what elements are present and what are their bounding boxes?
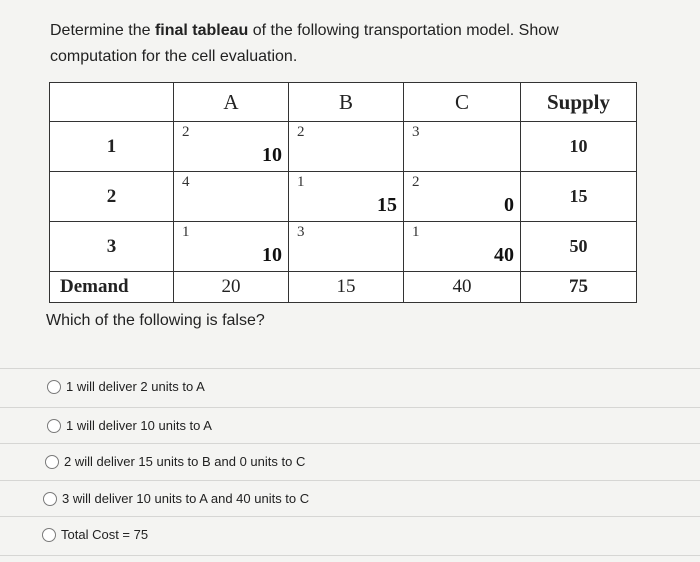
cell-3c — [404, 222, 521, 272]
corner-cell — [50, 83, 174, 122]
divider — [0, 555, 700, 556]
supply-value: 50 — [521, 222, 637, 272]
option-label: Total Cost = 75 — [61, 527, 149, 542]
option-label: 1 will deliver 2 units to A — [66, 379, 205, 394]
cost-value: 1 — [182, 224, 190, 240]
header-b: B — [289, 83, 404, 122]
header-supply: Supply — [521, 83, 637, 122]
cell-2a — [174, 172, 289, 222]
demand-c: 40 — [404, 272, 521, 303]
option-label: 2 will deliver 15 units to B and 0 units to C — [64, 454, 306, 469]
tableau-row-3 — [50, 222, 637, 272]
prompt-line-2: computation for the cell evaluation. — [50, 48, 298, 65]
cost-value: 2 — [412, 174, 420, 190]
row-label: 3 — [50, 222, 174, 272]
tableau-header-row — [50, 83, 637, 122]
option-4[interactable] — [0, 480, 700, 517]
cell-1a — [174, 122, 289, 172]
option-3[interactable] — [0, 443, 700, 480]
transportation-tableau — [49, 82, 637, 303]
option-2[interactable] — [0, 407, 700, 444]
prompt-bold-phrase: final tableau — [154, 22, 249, 39]
supply-value: 15 — [521, 172, 637, 222]
cost-value: 2 — [182, 124, 190, 140]
header-a: A — [174, 83, 289, 122]
tableau-row-2 — [50, 172, 637, 222]
total-value: 75 — [521, 272, 637, 303]
row-label: 1 — [50, 122, 174, 172]
demand-row — [50, 272, 637, 303]
allocation-value: 15 — [377, 194, 397, 216]
supply-value: 10 — [521, 122, 637, 172]
radio-button[interactable] — [47, 419, 61, 433]
allocation-value: 40 — [494, 244, 514, 266]
cell-2b — [289, 172, 404, 222]
radio-button[interactable] — [43, 492, 57, 506]
allocation-value: 0 — [504, 194, 514, 216]
option-1[interactable] — [0, 368, 700, 405]
demand-label: Demand — [50, 272, 174, 303]
cell-1c — [404, 122, 521, 172]
cost-value: 3 — [297, 224, 305, 240]
question-text: Which of the following is false? — [46, 312, 265, 329]
row-label: 2 — [50, 172, 174, 222]
header-c: C — [404, 83, 521, 122]
option-label: 1 will deliver 10 units to A — [66, 418, 212, 433]
cell-3a — [174, 222, 289, 272]
prompt-text-start: Determine the — [50, 22, 155, 39]
option-label: 3 will deliver 10 units to A and 40 units to C — [62, 491, 310, 506]
cost-value: 3 — [412, 124, 420, 140]
demand-a: 20 — [174, 272, 289, 303]
radio-button[interactable] — [45, 455, 59, 469]
prompt-text-end: of the following transportation model. Show — [248, 22, 559, 39]
tableau-row-1 — [50, 122, 637, 172]
cost-value: 1 — [412, 224, 420, 240]
allocation-value: 10 — [262, 144, 282, 166]
cost-value: 2 — [297, 124, 305, 140]
demand-b: 15 — [289, 272, 404, 303]
problem-statement — [50, 18, 650, 70]
radio-button[interactable] — [47, 380, 61, 394]
allocation-value: 10 — [262, 244, 282, 266]
cell-3b — [289, 222, 404, 272]
radio-button[interactable] — [42, 528, 56, 542]
cell-2c — [404, 172, 521, 222]
cell-1b — [289, 122, 404, 172]
option-5[interactable] — [0, 516, 700, 553]
cost-value: 4 — [182, 174, 190, 190]
cost-value: 1 — [297, 174, 305, 190]
